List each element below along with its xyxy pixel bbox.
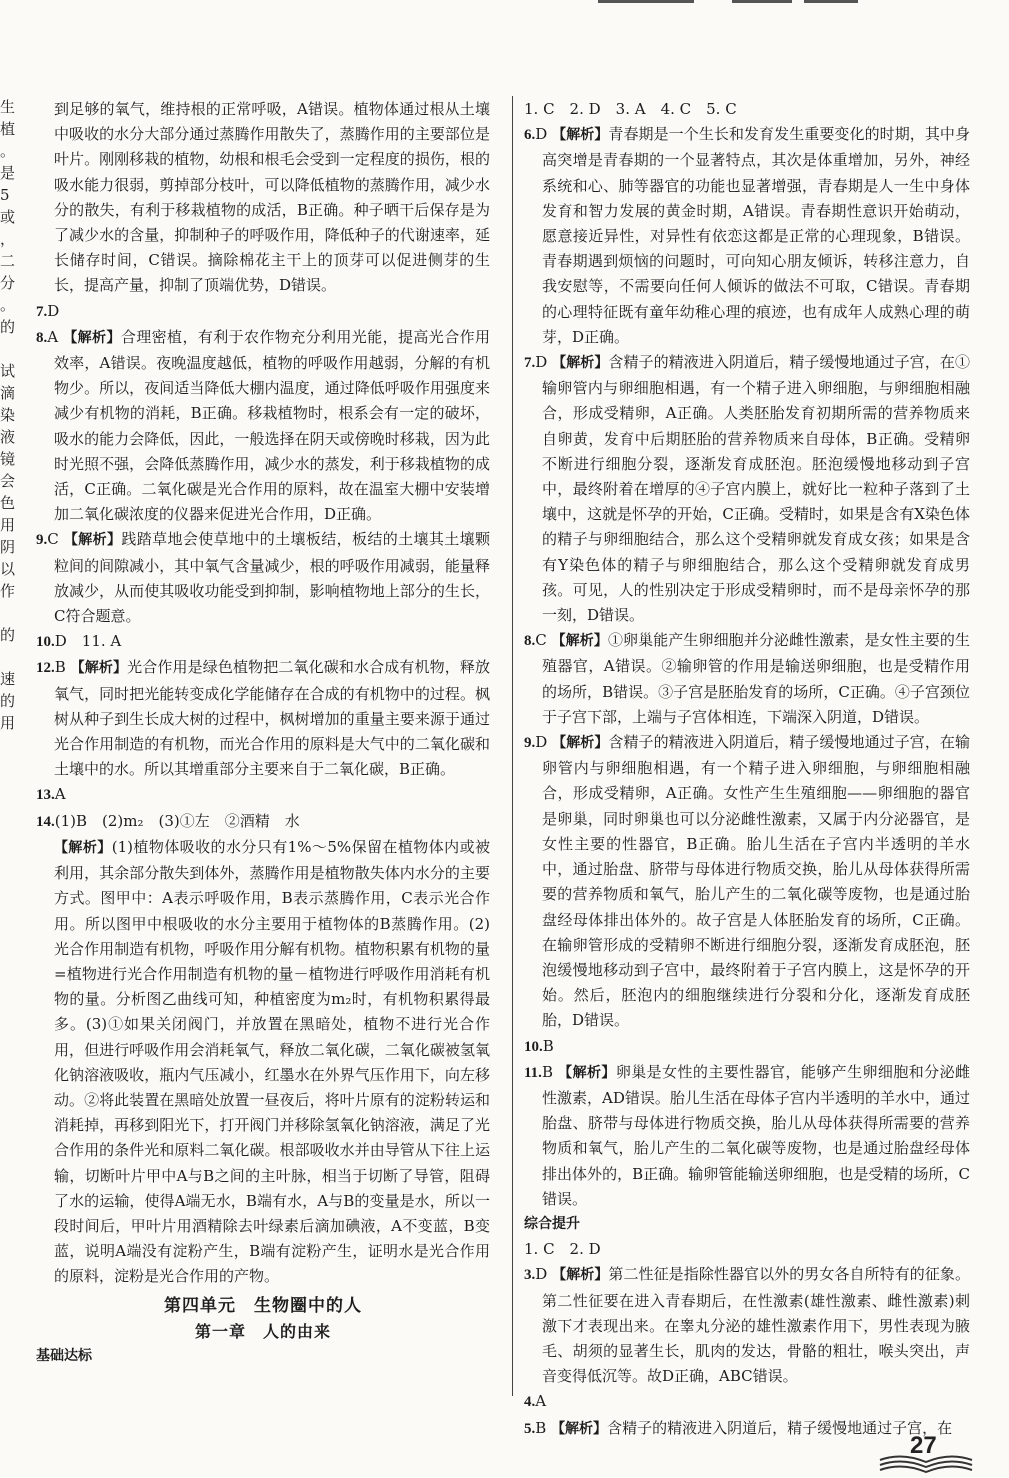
edge-fragment: 镜 [0, 450, 16, 468]
edge-fragment [0, 338, 20, 360]
analysis-tag: 【解析】 [552, 355, 609, 372]
edge-fragment: 以 [0, 560, 16, 578]
answer-item: 8.A 【解析】合理密植，有利于农作物充分利用光能，提高光合作用效率，A错误。夜晚温度越低，植物的呼吸作用越弱，分解的有机物少。所以，夜间适当降低大棚内温度，通过降低呼吸作用强度来减少有机物的消耗，B正确。移栽植物时，根系会有一定的破坏，吸水的能力会降低，因此，一般选择在阴天或傍晚时移栽，因为此时光照不强，会降低蒸腾作用，减少水的蒸发，利于移栽植物的成活，C正确。二氧化碳是光合作用的原料，故在温室大棚中安装增加二氧化碳浓度的仪器来促进光合作用，D正确。 [36, 327, 490, 524]
analysis-tag: 【解析】 [70, 660, 128, 677]
edge-fragment: 用 [0, 516, 16, 534]
page-number: 27 [910, 1432, 937, 1459]
answer-item: 9.D 【解析】含精子的精液进入阴道后，精子缓慢地通过子宫，在输卵管内与卵细胞相遇，有一个精子进入卵细胞，与卵细胞相融合，形成受精卵，A正确。女性产生生殖细胞——卵细胞的器官是卵巢，同时卵巢也可以分泌雌性激素，又属于内分泌器官，是女性主要的性器官，B正确。胎儿生活在子宫内半透明的羊水中，通过胎盘、脐带与母体进行物质交换，胎儿从母体获得所需要的营养物质和氧气，胎儿产生的二氧化碳等废物，也是通过胎盘经母体排出体外的。故子宫是人体胚胎发育的场所，C正确。在输卵管形成的受精卵不断进行细胞分裂，逐渐发育成胚泡，胚泡缓慢地移动到子宫中，最终附着于子宫内膜上，这是怀孕的开始。然后，胚泡内的细胞继续进行分裂和分化，逐渐发育成胚胎，D错误。 [524, 733, 970, 1030]
answer-item: 11.B 【解析】卵巢是女性的主要性器官，能够产生卵细胞和分泌雌性激素，AD错误。胎儿生活在母体子宫内半透明的羊水中，通过胎盘、脐带与母体进行物质交换，胎儿从母体获得所需要的营养物质和氧气，胎儿产生的二氧化碳等废物，也是通过胎盘经母体排出体外的，B正确。输卵管能输送卵细胞，也是受精的场所，C错误。 [524, 1062, 970, 1208]
edge-fragment: 。 [0, 142, 16, 160]
answer-item: 1. C 2. D 3. A 4. C 5. C [524, 100, 737, 118]
edge-fragment: 试 [0, 362, 16, 380]
edge-fragment: 生 [0, 98, 16, 116]
edge-fragment [0, 800, 20, 822]
edge-fragment: 是 [0, 164, 16, 182]
edge-fragment: 分 [0, 274, 16, 292]
edge-fragment: 的 [0, 692, 16, 710]
previous-page-edge [0, 96, 20, 1436]
edge-fragment: 色 [0, 494, 16, 512]
answer-item: 6.D 【解析】青春期是一个生长和发育发生重要变化的时期，其中身高突增是青春期的一个显著特点，其次是体重增加，另外，神经系统和心、肺等器官的功能也显著增强，青春期是人一生中身体发育和智力发展的黄金时期，A错误。青春期性意识开始萌动，愿意接近异性，对异性有依恋这都是正常的心理现象，B错误。青春期遇到烦恼的问题时，可向知心朋友倾诉，转移注意力，自我安慰等，不需要向任何人倾诉的做法不可取，C错误。青春期的心理特征既有童年幼稚心理的痕迹，也有成年人成熟心理的萌芽，D正确。 [524, 125, 970, 346]
analysis-tag: 【解析】 [552, 735, 609, 752]
edge-fragment: 的 [0, 626, 16, 644]
answer-item: 12.B 【解析】光合作用是绿色植物把二氧化碳和水合成有机物，释放氧气，同时把光能转变成化学能储存在合成的有机物中的过程。枫树从种子到生长成大树的过程中，枫树增加的重量主要来源于通过光合作用制造的有机物，而光合作用的原料是大气中的二氧化碳和土壤中的水。所以其增重部分主要来自于二氧化碳，B正确。 [36, 658, 490, 779]
left-column [36, 97, 490, 1369]
answer-item: 8.C 【解析】①卵巢能产生卵细胞并分泌雌性激素，是女性主要的生殖器官，A错误。②输卵管的作用是输送卵细胞，也是受精作用的场所，B错误。③子宫是胚胎发育的场所，C正确。④子宫颈位于子宫下部，上端与子宫体相连，下端深入阴道，D错误。 [524, 631, 970, 726]
answer-item: 10.D 11. A [36, 632, 122, 651]
edge-fragment: 滴 [0, 384, 16, 402]
edge-fragment: 速 [0, 670, 16, 688]
edge-fragment: 阴 [0, 538, 16, 556]
unit-title: 第四单元 生物圈中的人 [164, 1295, 362, 1316]
analysis-tag: 【解析】 [558, 1064, 616, 1081]
answer-item: 3.D 【解析】第二性征是指除性器官以外的男女各自所特有的征象。第二性征要在进入青春期后，在性激素(雄性激素、雌性激素)刺激下才表现出来。在睾丸分泌的雄性激素作用下，男性表现为腋毛、胡须的显著生长，肌肉的发达，骨骼的粗壮，喉头突出，声音变得低沉等。故D正确，ABC错误。 [524, 1265, 970, 1386]
edge-fragment: 5 [0, 186, 10, 204]
edge-fragment [0, 734, 20, 756]
right-column [524, 97, 970, 1442]
open-book-icon [876, 1450, 976, 1474]
edge-fragment [0, 822, 20, 844]
edge-fragment [0, 844, 20, 866]
edge-fragment: 植 [0, 120, 16, 138]
answer-item: 7.D 【解析】含精子的精液进入阴道后，精子缓慢地通过子宫，在①输卵管内与卵细胞相遇，有一个精子进入卵细胞，与卵细胞相融合，形成受精卵，A正确。人类胚胎发育初期所需的营养物质来自卵黄，发育中后期胚胎的营养物质来自母体，B正确。受精卵不断进行细胞分裂，逐渐发育成胚泡。胚泡缓慢地移动到子宫中，最终附着在增厚的④子宫内膜上，就好比一粒种子落到了土壤中，这就是怀孕的开始，C正确。受精时，如果是含有X染色体的精子与卵细胞结合，那么这个受精卵就发育成女孩；如果是含有Y染色体的精子与卵细胞结合，那么这个受精卵就发育成男孩。可见，人的性别决定于形成受精卵时，而不是母亲怀孕的那一刻，D错误。 [524, 353, 970, 625]
edge-fragment [0, 646, 20, 668]
edge-fragment [0, 602, 20, 624]
answer-item: 5.B 【解析】含精子的精液进入阴道后，精子缓慢地通过子宫，在 [524, 1418, 953, 1437]
top-decorative-rules [598, 0, 858, 8]
answer-analysis: 【解析】(1)植物体吸收的水分只有1%～5%保留在植物体内或被利用，其余部分散失到体外，蒸腾作用是植物散失体内水分的主要方式。图甲中：A表示呼吸作用，B表示蒸腾作用，C表示光合作用。所以图甲中根吸收的水分主要用于植物体的B蒸腾作用。(2)光合作用制造有机物，呼吸作用分解有机物。植物积累有机物的量=植物进行光合作用制造有机物的量－植物进行呼吸作用消耗有机物的量。分析图乙曲线可知，种植密度为m₂时，有机物积累得最多。(3)①如果关闭阀门，并放置在黑暗处，植物不进行光合作用，但进行呼吸作用会消耗氧气，释放二氧化碳，二氧化碳被氢氧化钠溶液吸收，瓶内气压减小，红墨水在外界气压作用下，向左移动。②将此装置在黑暗处放置一昼夜后，将叶片原有的淀粉转运和消耗掉，再移到阳光下，打开阀门并移除氢氧化钠溶液，满足了光合作用的条件光和原料二氧化碳。根部吸收水并由导管从下往上运输，切断叶片甲中A与B之间的主叶脉，相当于切断了导管，阻碍了水的运输，使得A端无水，B端有水，A与B的变量是水，所以一段时间后，甲叶片用酒精除去叶绿素后滴加碘液，A不变蓝，B变蓝，说明A端没有淀粉产生，B端有淀粉产生，证明水是光合作用的原料，淀粉是光合作用的产物。 [54, 837, 491, 1286]
edge-fragment: 用 [0, 714, 16, 732]
analysis-tag: 【解析】 [552, 127, 609, 144]
analysis-tag: 【解析】 [551, 1420, 608, 1437]
edge-fragment: 作 [0, 582, 16, 600]
section-heading: 综合提升 [524, 1215, 580, 1232]
analysis-tag: 【解析】 [54, 839, 112, 856]
edge-fragment: 。 [0, 296, 16, 314]
answer-item: 14.(1)B (2)m₂ (3)①左 ②酒精 水 [36, 811, 300, 830]
edge-fragment [0, 910, 20, 932]
analysis-tag: 【解析】 [552, 1267, 609, 1284]
edge-fragment [0, 866, 20, 888]
edge-fragment: 会 [0, 472, 16, 490]
edge-fragment: 的 [0, 318, 16, 336]
edge-fragment [0, 778, 20, 800]
edge-fragment: 二 [0, 252, 16, 270]
edge-fragment: 或 [0, 208, 16, 226]
answer-item: 4.A [524, 1392, 547, 1411]
edge-fragment: 染 [0, 406, 16, 424]
section-heading: 基础达标 [36, 1347, 92, 1364]
edge-fragment: ， [0, 230, 16, 248]
answer-item: 10.B [524, 1036, 554, 1055]
column-divider [512, 96, 513, 1396]
edge-fragment: 液 [0, 428, 16, 446]
chapter-title: 第一章 人的由来 [194, 1321, 331, 1341]
answer-item: 13.A [36, 785, 66, 804]
analysis-tag: 【解析】 [63, 329, 121, 346]
edge-fragment [0, 756, 20, 778]
edge-fragment [0, 888, 20, 910]
analysis-tag: 【解析】 [63, 532, 122, 549]
answer-item: 1. C 2. D [524, 1240, 601, 1259]
answer-item: 7.D [36, 301, 60, 320]
analysis-tag: 【解析】 [551, 633, 608, 650]
answer-item: 9.C 【解析】践踏草地会使草地中的土壤板结，板结的土壤其土壤颗粒间的间隙减小，其中氧气含量减少，根的呼吸作用减弱，能量释放减少，从而使其吸收功能受到抑制，影响植物地上部分的生长，C符合题意。 [36, 530, 490, 626]
continued-analysis: 到足够的氧气，维持根的正常呼吸，A错误。植物体通过根从土壤中吸收的水分大部分通过蒸腾作用散失了，蒸腾作用的主要部位是叶片。刚刚移栽的植物，幼根和根毛会受到一定程度的损伤，根的吸水能力很弱，剪掉部分枝叶，可以降低植物的蒸腾作用，减少水分的散失，有利于移栽植物的成活，B正确。种子晒干后保存是为了减少水的含量，抑制种子的呼吸作用，降低种子的代谢速率，延长储存时间，C错误。摘除棉花主干上的顶芽可以促进侧芽的生长，提高产量，抑制了顶端优势，D错误。 [54, 100, 490, 295]
